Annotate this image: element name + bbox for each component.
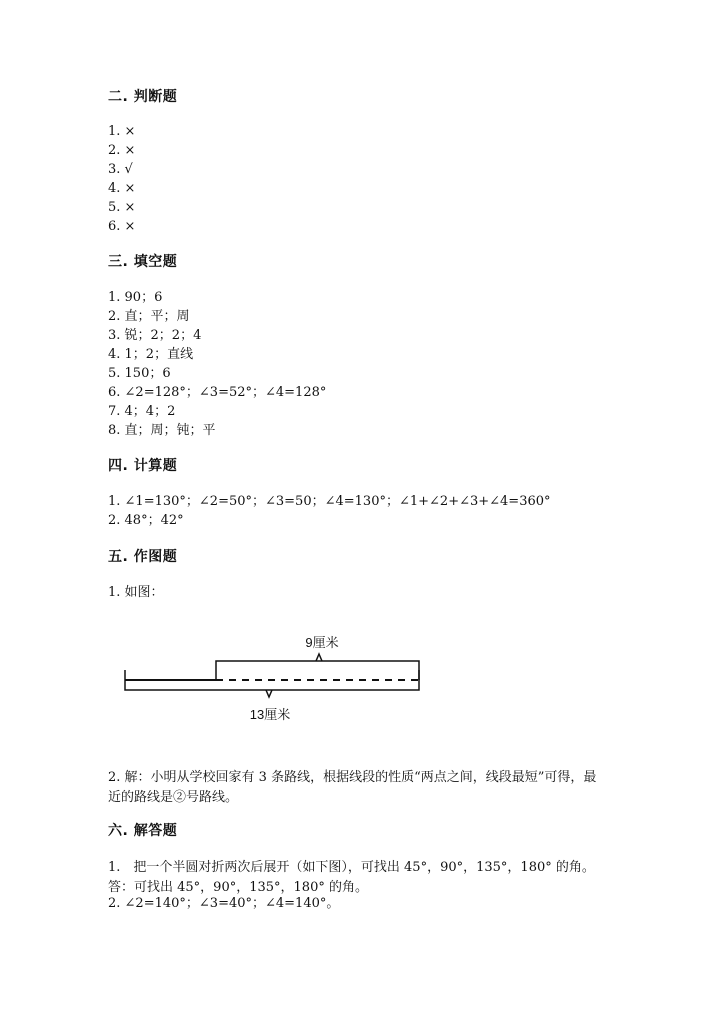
- answer-2: 2. ∠2=140°；∠3=40°；∠4=140°。: [108, 896, 340, 911]
- top-brace-tick: [316, 654, 322, 661]
- judge-answer-5: 5. ×: [108, 200, 136, 215]
- calc-answer-1: 1. ∠1=130°；∠2=50°；∠3=50；∠4=130°；∠1+∠2+∠3+∠4=360°: [108, 494, 551, 509]
- fill-answer-1: 1. 90；6: [108, 290, 163, 305]
- top-brace: [216, 661, 419, 680]
- fill-answer-7: 7. 4；4；2: [108, 404, 176, 419]
- bottom-brace-tick: [266, 690, 272, 697]
- section-title-fill: 三. 填空题: [108, 254, 178, 270]
- fill-answer-4: 4. 1；2；直线: [108, 347, 194, 362]
- judge-answer-4: 4. ×: [108, 181, 136, 196]
- section-title-calc: 四. 计算题: [108, 458, 178, 474]
- judge-answer-3: 3. √: [108, 162, 133, 177]
- calc-answer-2: 2. 48°；42°: [108, 513, 184, 528]
- fill-answer-2: 2. 直；平；周: [108, 309, 190, 324]
- section-title-answer: 六. 解答题: [108, 823, 178, 839]
- judge-answer-2: 2. ×: [108, 143, 136, 158]
- answer-1: 1. 把一个半圆对折两次后展开（如下图），可找出 45°，90°，135°，180° 的角。 答：可找出 45°，90°，135°，180° 的角。: [108, 860, 595, 895]
- fill-answer-3: 3. 锐；2；2；4: [108, 328, 202, 343]
- draw-answer-2: 2. 解：小明从学校回家有 3 条路线，根据线段的性质“两点之间，线段最短”可得，最近的路线是②号路线。: [108, 770, 597, 805]
- judge-answer-1: 1. ×: [108, 124, 136, 139]
- fill-answer-8: 8. 直；周；钝；平: [108, 423, 216, 438]
- draw-answer-1: 1. 如图：: [108, 585, 164, 600]
- fill-answer-5: 5. 150；6: [108, 366, 171, 381]
- section-title-draw: 五. 作图题: [108, 549, 178, 565]
- judge-answer-6: 6. ×: [108, 219, 136, 234]
- top-length-label: 9厘米: [305, 635, 339, 650]
- section-title-judge: 二. 判断题: [108, 89, 178, 105]
- fill-answer-6: 6. ∠2=128°；∠3=52°；∠4=128°: [108, 385, 327, 400]
- bottom-length-label: 13厘米: [249, 707, 291, 722]
